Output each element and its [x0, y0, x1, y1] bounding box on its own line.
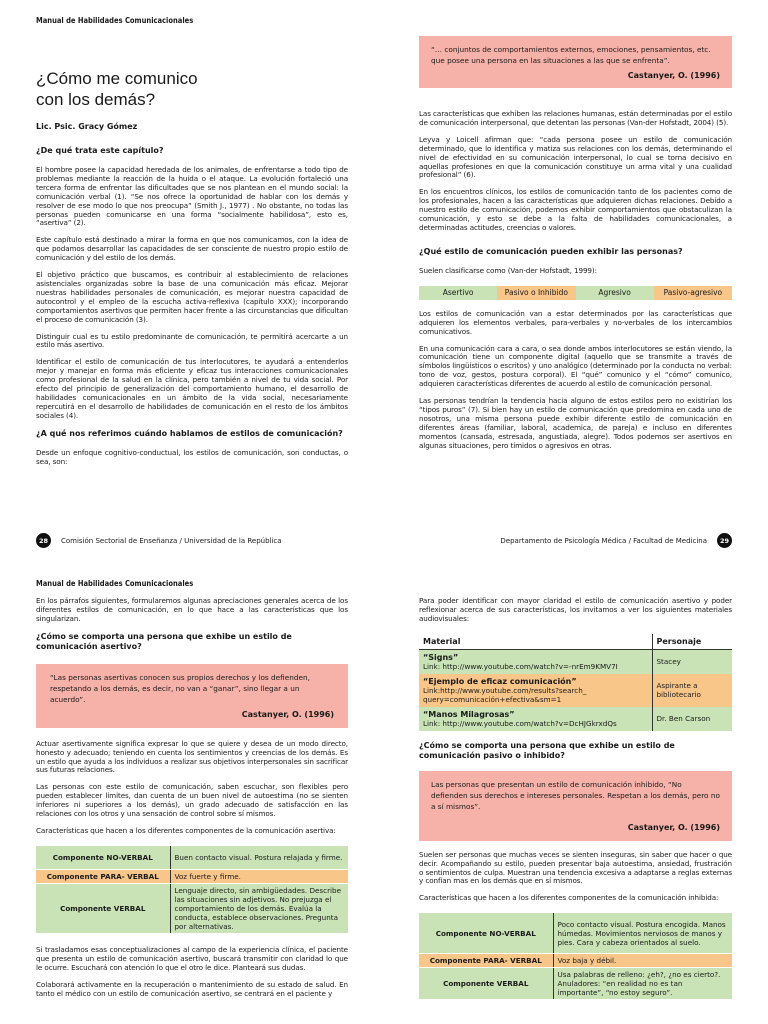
table-row: Componente VERBAL Lenguaje directo, sin ambigüedades. Describe las situaciones sin adjetivos. No prejuzga el comportamiento de los demás. Evalúa la conducta, establece observaciones. Pregunta por alternativas. [36, 884, 348, 934]
author: Lic. Psic. Gracy Gómez [36, 122, 138, 131]
paragraph: Distinguir cual es tu estilo predominante de comunicación, te permitirá acercarte a un estilo más asertivo. [36, 331, 348, 350]
paragraph: Suelen clasificarse como (Van-der Hofstadt, 1999): [419, 265, 597, 275]
quote-box [419, 771, 732, 841]
table-row: Componente PARA- VERBAL Voz fuerte y firme. [36, 870, 348, 884]
video-link[interactable]: Link: http://www.youtube.com/watch?v=-nrEm9KMV7I [423, 661, 618, 671]
inhibited-components-table [419, 913, 732, 1000]
paragraph: Las personas tendrían la tendencia hacia alguno de estos estilos pero no existirían los “tipos puros” (7). Si bien hay un estilo de comunicación que predomina en cada uno de nosotros, una misma persona puede exhibir diferente estilo de comunicación en diferentes áreas (familiar, laboral, academica, de pareja) e incluso en diferentes momentos (cansada, estresada, angustiada, alegre). Todos podemos ser asertivos en algunas situaciones, pero tímidos o agresivos en otras. [419, 396, 732, 450]
chapter-title: ¿Cómo me comunico con los demás? [36, 69, 198, 109]
paragraph: Las personas con este estilo de comunicación, saben escuchar, son flexibles pero pueden establecer límites, dan cuenta de un buen nivel de autoestima (no se sienten inferiores ni superiores a los demás), un grado adecuado de satisfacción en las relaciones con los otros y una sensación de control sobre sí mismos. [36, 782, 348, 819]
paragraph: Desde un enfoque cognitivo-conductual, los estilos de comunicación, son conductas, o sea, son: [36, 447, 348, 466]
table-row: Componente NO-VERBAL Poco contacto visual. Postura encogida. Manos húmedas. Movimientos nerviosos de manos y pies. Cara y cabeza orientados al suelo. [419, 913, 732, 953]
style-assertive: Asertivo [419, 286, 497, 300]
paragraph: En una comunicación cara a cara, o sea donde ambos interlocutores se están viendo, la comunicación tiene un componente digital (aquello que se transmite a través de símbolos lingüísticos o escritos) y uno analógico (determinado por la conducta no verbal: tono de voz, gestos, postura corporal). El “qué” comunico y el “cómo” comunico, adquieren características diferentes de acuerdo al estilo de comunicación personal. [419, 343, 732, 389]
table-row: Componente NO-VERBAL Buen contacto visual. Postura relajada y firme. [36, 846, 348, 870]
page-number: 28 [36, 533, 51, 548]
running-header: Manual de Habilidades Comunicacionales [36, 16, 194, 25]
paragraph: Identificar el estilo de comunicación de tus interlocutores, te ayudará a entenderlos mejor y manejar en forma más eficiente y eficaz tus interacciones comunicacionales como profesional de la salud en la clínica, pero también a nivel de tu vida social. Por efecto del principio de generalización del comportamiento humano, el desarrollo de habilidades comunicacionales en un ámbito de la vida social, necesariamente repercutirá en el desarrollo de habilidades de comunicación en el resto de los ámbitos sociales (4). [36, 357, 348, 420]
quote-text: “… conjuntos de comportamientos externos, emociones, pensamientos, etc. que posee una persona en las situaciones a las que se enfrenta”. [431, 45, 711, 65]
page-30-body [36, 597, 348, 1007]
quote-citation: Castanyer, O. (1996) [241, 709, 334, 719]
paragraph: En los párrafos siguientes, formularemos algunas apreciaciones generales acerca de los diferentes estilos de comunicación, en lo que hace a las características que los singularizan. [36, 596, 348, 623]
table-row: Componente VERBAL Usa palabras de relleno: ¿eh?, ¿no es cierto?. Anuladores: “en realidad no es tan importante”, “no estoy seguro”. [419, 967, 732, 999]
quote-citation: Castanyer, O. (1996) [627, 71, 720, 80]
page-29-body [419, 110, 732, 458]
style-passive-aggressive: Pasivo-agresivo [654, 286, 732, 300]
page-28 [36, 0, 348, 560]
paragraph: En los encuentros clínicos, los estilos de comunicación tanto de los pacientes como de los profesionales, hacen a las características que adquieren dichas relaciones. Debido a nuestro estilo de comunicación, podemos exhibir comportamientos que obstaculizan la comunicación, y esto se debe a la falta de habilidades comunicacionales, a determinadas actitudes, creencias o valores. [419, 187, 732, 232]
paragraph: Las características que exhiben las relaciones humanas, están determinadas por el estilo de comunicación interpersonal, que detentan las personas (Van-der Hofstadt, 2004) (5). [419, 109, 732, 127]
quote-box [36, 664, 348, 728]
paragraph: Si trasladamos esas conceptualizaciones al campo de la experiencia clínica, el paciente que presenta un estilo de comunicación asertivo, buscará transmitir con claridad lo que le ocurre. Escuchará con atención lo que el otro le dice. Planteará sus dudas. [36, 945, 348, 973]
table-row: “Manos Milagrosas” Link: http://www.youtube.com/watch?v=DcHJGkrxdQs Dr. Ben Carson [419, 707, 732, 731]
page-29 [419, 0, 732, 560]
paragraph: Suelen ser personas que muchas veces se sienten inseguras, sin saber que hacer o que decir. Acompañando su estilo, pueden presentar baja autoestima, ansiedad, frustración o sentimientos de culpa. Muestran una tendencia excesiva a adaptarse a reglas externas y confían mas en los demás que en sí mismos. [419, 849, 732, 886]
paragraph: Características que hacen a los diferentes componentes de la comunicación asertiva: [36, 825, 336, 835]
section-heading: ¿A qué nos referimos cuándo hablamos de estilos de comunicación? [36, 428, 343, 438]
paragraph: Características que hacen a los diferentes componentes de la comunicación inhibida: [419, 893, 719, 903]
footer-text: Departamento de Psicología Médica / Facultad de Medicina [500, 536, 707, 545]
paragraph: Para poder identificar con mayor claridad el estilo de comunicación asertivo y poder reflexionar acerca de sus características, los invitamos a ver los siguientes materiales audiovisuales: [419, 596, 732, 623]
quote-box [419, 36, 732, 88]
paragraph: Leyva y Loicell afirman que: “cada persona posee un estilo de comunicación determinado, que lo identifica y matiza sus relaciones con los demás, determinando el nivel de efectividad en su comunicación interpersonal, lo cual se torna decisivo en aquellas profesiones en que la comunicación constituye un arma vital y una cualidad profesional” (6). [419, 134, 732, 180]
quote-text: Las personas que presentan un estilo de comunicación inhibido, “No defienden sus derechos e intereses personales. Respetan a los demás, pero no a sí mismos”. [431, 779, 720, 811]
paragraph: El hombre posee la capacidad heredada de los animales, de enfrentarse a todo tipo de problemas mediante la reacción de la huida o el ataque. La evolución fortaleció una tercera forma de enfrentar las dificultades que se nos plantean en el mundo social: la comunicación verbal (1). “Se nos ofrece la oportunidad de hablar con los demás y resolver de ese modo lo que nos preocupa” (Smith J., 1977) . No obstante, no todas las personas pueden comunicarse en una forma “socialmente habilidosa”, esto es, “asertiva” (2). [36, 165, 348, 228]
page-28-body [36, 146, 348, 474]
quote-text: “Las personas asertivas conocen sus propios derechos y los defienden, respetando a los demás, es decir, no van a “ganar”, sino llegar a un acuerdo”. [50, 672, 310, 704]
page-footer [500, 533, 732, 548]
table-row: “Signs” Link: http://www.youtube.com/watch?v=-nrEm9KMV7I Stacey [419, 649, 732, 674]
table-row: “Ejemplo de eficaz comunicación” Link:http://www.youtube.com/results?search_ query=comunicación+efectiva&sm=1 Aspirante a bibliotecario [419, 674, 732, 707]
quote-citation: Castanyer, O. (1996) [627, 822, 720, 832]
section-heading: ¿Cómo se comporta una persona que exhibe un estilo de comunicación pasivo o inhibido? [419, 740, 675, 760]
assertive-components-table [36, 846, 348, 935]
paragraph: Los estilos de comunicación van a estar determinados por las características que adquieren los elementos verbales, para-verbales y no-verbales de los intercambios comunicativos. [419, 308, 732, 336]
paragraph: Colaborará activamente en la recuperación o mantenimiento de su estado de salud. En tanto el médico con un estilo de comunicación asertivo, se centrará en el paciente y [36, 980, 348, 998]
communication-styles-bar [419, 286, 732, 300]
section-heading: ¿De qué trata este capítulo? [36, 146, 164, 155]
paragraph: Este capítulo está destinado a mirar la forma en que nos comunicamos, con la idea de que podamos desarrollar las capacidades de ser consciente de nuestro propio estilo de comunicación y del estilo de los demás. [36, 235, 348, 263]
page-footer [36, 533, 282, 548]
page-31 [419, 565, 732, 1024]
table-header-row: Material Personaje [419, 634, 732, 650]
paragraph: El objetivo práctico que buscamos, es contribuir al establecimiento de relaciones asistenciales organizadas sobre la base de una comunicación más eficaz. Mejorar nuestras habilidades personales de comunicación, es mejorar nuestra capacidad de autocontrol y el empleo de la escucha activa-reflexiva (capítulo XXX); incorporando comportamientos asertivos que permiten hacer frente a las circunstancias que dificultan el proceso de comunicación (3). [36, 270, 348, 324]
spread-bottom [0, 565, 768, 1024]
video-link[interactable]: Link:http://www.youtube.com/results?search_ query=comunicación+efectiva&sm=1 [423, 685, 587, 704]
style-passive: Pasivo o Inhibido [497, 286, 575, 300]
page-30 [36, 565, 348, 1024]
media-table [419, 634, 732, 731]
running-header: Manual de Habilidades Comunicacionales [36, 579, 194, 588]
video-link[interactable]: Link: http://www.youtube.com/watch?v=DcHJGkrxdQs [423, 718, 617, 728]
style-aggressive: Agresivo [576, 286, 654, 300]
table-row: Componente PARA- VERBAL Voz baja y débil. [419, 953, 732, 967]
footer-text: Comisión Sectorial de Enseñanza / Universidad de la República [61, 536, 282, 545]
page-31-body [419, 597, 732, 1000]
paragraph: Actuar asertivamente significa expresar lo que se quiere y desea de un modo directo, honesto y adecuado; teniendo en cuenta los sentimientos y creencias de los demás. Es un estilo que ayuda a los individuos a realizar sus objetivos interpersonales sin sacrificar sus futuras relaciones. [36, 738, 348, 775]
section-heading: ¿Cómo se comporta una persona que exhibe un estilo de comunicación asertivo? [36, 631, 292, 651]
section-heading: ¿Qué estilo de comunicación pueden exhibir las personas? [419, 246, 683, 256]
page-number: 29 [717, 533, 732, 548]
